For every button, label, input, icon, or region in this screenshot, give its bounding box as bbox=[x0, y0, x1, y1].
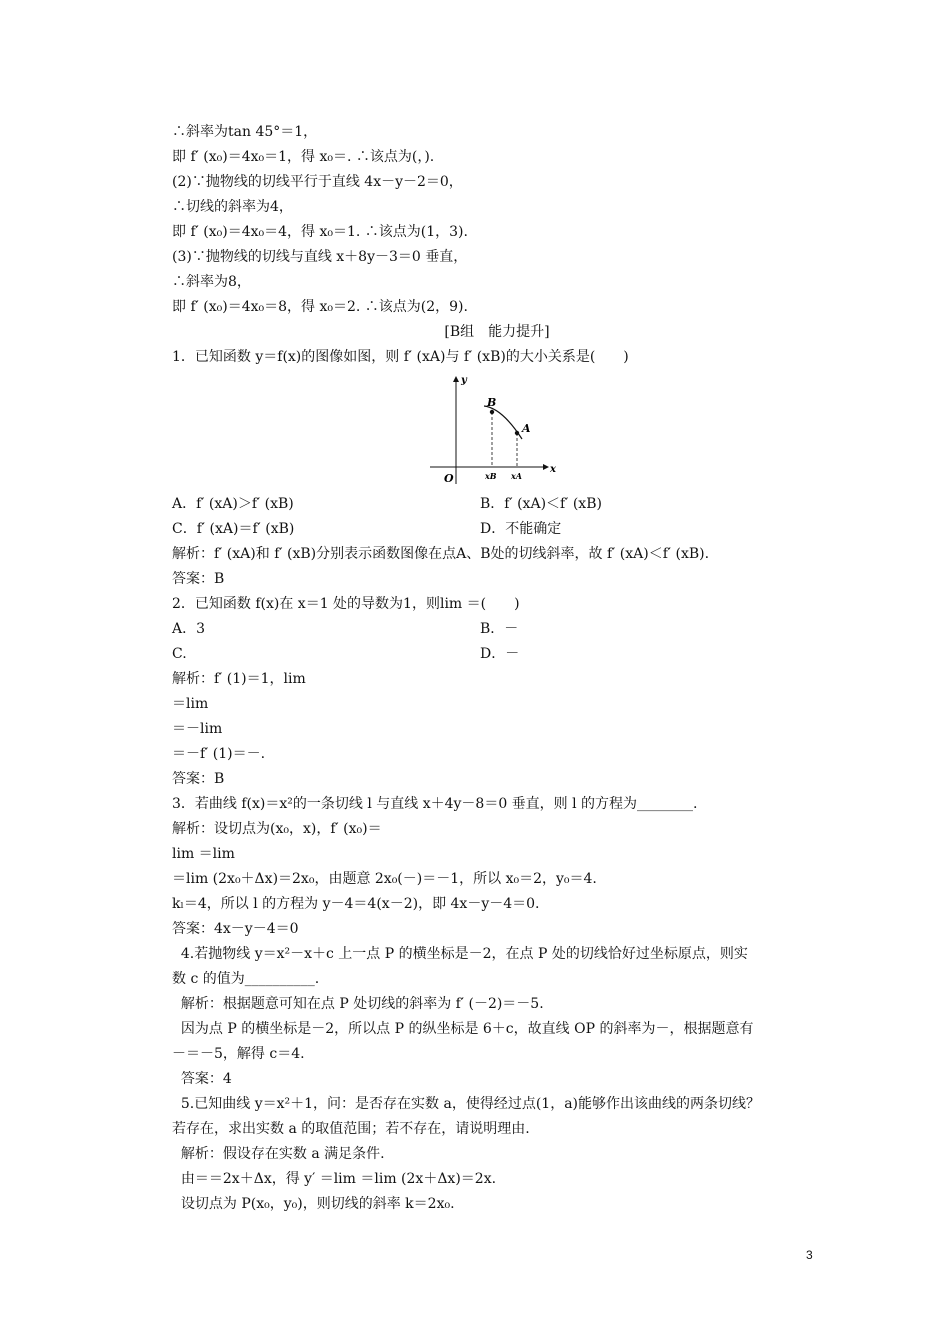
question-3-line: ＝lim (2x₀＋Δx)＝2x₀，由题意 2x₀(－)＝－1，所以 x₀＝2，y₀＝4. bbox=[172, 871, 597, 887]
question-2-answer: 答案：B bbox=[172, 771, 225, 787]
x-a-label: xA bbox=[511, 471, 522, 481]
question-4-answer: 答案：4 bbox=[172, 1071, 232, 1087]
question-5-line: 5.已知曲线 y＝x²＋1，问：是否存在实数 a，使得经过点(1，a)能够作出该曲线的两条切线？ bbox=[172, 1096, 761, 1112]
question-3-answer: 答案：4x－y－4＝0 bbox=[172, 921, 299, 937]
question-4-line: 解析：根据题意可知在点 P 处切线的斜率为 f′ (－2)＝－5. bbox=[172, 996, 544, 1012]
text-line: (3)∵抛物线的切线与直线 x＋8y－3＝0 垂直， bbox=[172, 249, 468, 265]
option-d: D．不能确定 bbox=[480, 521, 562, 537]
function-graph-figure bbox=[172, 370, 822, 492]
question-1-options-row bbox=[172, 492, 822, 517]
point-a-label: A bbox=[522, 422, 531, 435]
option-d: D．－ bbox=[480, 646, 520, 662]
section-title: [B组 能力提升] bbox=[444, 324, 550, 340]
question-5-line: 设切点为 P(x₀，y₀)，则切线的斜率 k＝2x₀. bbox=[172, 1196, 455, 1212]
origin-label: O bbox=[444, 472, 454, 485]
page-number: 3 bbox=[806, 1248, 813, 1262]
page-content bbox=[172, 120, 822, 1217]
question-3-line: kₗ＝4，所以 l 的方程为 y－4＝4(x－2)，即 4x－y－4＝0. bbox=[172, 896, 540, 912]
point-a bbox=[515, 431, 519, 435]
x-axis-label: x bbox=[550, 464, 556, 475]
question-1-analysis: 解析：f′ (xA)和 f′ (xB)分别表示函数图像在点A、B处的切线斜率，故 f′ (xA)＜f′ (xB). bbox=[172, 546, 710, 562]
question-2-options-row bbox=[172, 642, 822, 667]
question-4-line: 4.若抛物线 y＝x²－x＋c 上一点 P 的横坐标是－2，在点 P 处的切线恰好过坐标原点，则实 bbox=[172, 946, 748, 962]
option-c: C．f′ (xA)＝f′ (xB) bbox=[172, 521, 295, 537]
option-c: C. bbox=[172, 646, 187, 662]
question-3-line: 解析：设切点为(x₀，x)，f′ (x₀)＝ bbox=[172, 821, 382, 837]
question-2-analysis-line: ＝lim bbox=[172, 696, 209, 712]
y-axis-label: y bbox=[461, 375, 467, 386]
question-1-answer: 答案：B bbox=[172, 571, 225, 587]
text-line: 即 f′ (x₀)＝4x₀＝1，得 x₀＝. ∴该点为(，). bbox=[172, 149, 435, 165]
text-line: ∴斜率为tan 45°＝1， bbox=[172, 124, 318, 140]
function-graph bbox=[430, 372, 560, 488]
point-b-label: B bbox=[487, 396, 497, 409]
option-b: B．－ bbox=[480, 621, 519, 637]
question-4-line: －＝－5，解得 c＝4. bbox=[172, 1046, 305, 1062]
text-line: 即 f′ (x₀)＝4x₀＝4，得 x₀＝1. ∴该点为(1，3). bbox=[172, 224, 468, 240]
option-a: A．f′ (xA)＞f′ (xB) bbox=[172, 496, 294, 512]
point-b bbox=[490, 410, 494, 414]
option-a: A．3 bbox=[172, 621, 206, 637]
text-line: ∴斜率为8， bbox=[172, 274, 251, 290]
question-2-analysis-line: 解析：f′ (1)＝1，lim bbox=[172, 671, 306, 687]
question-5-line: 由＝＝2x＋Δx，得 y′ ＝lim ＝lim (2x＋Δx)＝2x. bbox=[172, 1171, 497, 1187]
question-3-line: lim ＝lim bbox=[172, 846, 235, 862]
text-line: 即 f′ (x₀)＝4x₀＝8，得 x₀＝2. ∴该点为(2，9). bbox=[172, 299, 468, 315]
question-5-line: 若存在，求出实数 a 的取值范围；若不存在，请说明理由. bbox=[172, 1121, 530, 1137]
option-b: B．f′ (xA)＜f′ (xB) bbox=[480, 496, 602, 512]
text-line: (2)∵抛物线的切线平行于直线 4x－y－2＝0， bbox=[172, 174, 463, 190]
question-2-analysis-line: ＝－f′ (1)＝－. bbox=[172, 746, 266, 762]
question-2-stem: 2．已知函数 f(x)在 x＝1 处的导数为1，则lim ＝( ) bbox=[172, 596, 520, 612]
question-4-line: 因为点 P 的横坐标是－2，所以点 P 的纵坐标是 6＋c，故直线 OP 的斜率为－，根据题意有 bbox=[172, 1021, 754, 1037]
question-1-stem: 1．已知函数 y＝f(x)的图像如图，则 f′ (xA)与 f′ (xB)的大小关系是( ) bbox=[172, 349, 629, 365]
question-4-line: 数 c 的值为__________. bbox=[172, 971, 320, 987]
question-1-options-row bbox=[172, 517, 822, 542]
text-line: ∴切线的斜率为4， bbox=[172, 199, 293, 215]
question-5-line: 解析：假设存在实数 a 满足条件. bbox=[172, 1146, 385, 1162]
x-b-label: xB bbox=[485, 471, 497, 481]
question-2-options-row bbox=[172, 617, 822, 642]
question-2-analysis-line: ＝－lim bbox=[172, 721, 223, 737]
question-3-line: 3．若曲线 f(x)＝x²的一条切线 l 与直线 x＋4y－8＝0 垂直，则 l 的方程为________. bbox=[172, 796, 698, 812]
